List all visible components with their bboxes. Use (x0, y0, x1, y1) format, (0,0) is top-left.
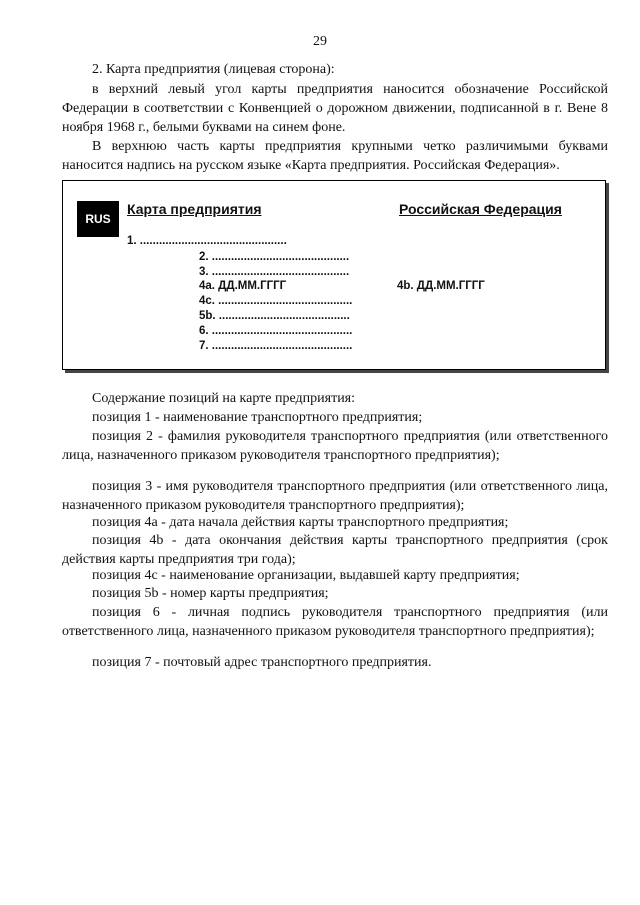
card-field-4b: 4b. ДД.ММ.ГГГГ (397, 280, 485, 292)
card-field-2: 2. ........................................... (199, 251, 350, 263)
position-6: позиция 6 - личная подпись руководителя транспортного предприятия (или ответственного лица, назначенного приказом руководителя транспортного предприятия); (62, 605, 608, 639)
position-4b: позиция 4b - дата окончания действия карты транспортного предприятия (срок действия карты предприятия три года); (62, 533, 608, 567)
section-heading: 2. Карта предприятия (лицевая сторона): (92, 62, 335, 77)
position-5b: позиция 5b - номер карты предприятия; (92, 586, 329, 601)
enterprise-card-sample (62, 180, 606, 370)
card-field-6: 6. ............................................ (199, 325, 353, 337)
position-4c: позиция 4c - наименование организации, выдавшей карту предприятия; (92, 568, 520, 583)
intro-paragraph-2: В верхнюю часть карты предприятия крупными четко различимыми буквами наносится надпись на русском языке «Карта предприятия. Российская Федерация». (62, 139, 608, 173)
rus-badge: RUS (77, 201, 119, 237)
page-number: 29 (313, 34, 327, 49)
card-field-4c: 4c. .......................................... (199, 295, 353, 307)
card-field-3: 3. ........................................... (199, 266, 350, 278)
position-7: позиция 7 - почтовый адрес транспортного предприятия. (92, 655, 432, 670)
card-title-right: Российская Федерация (399, 201, 562, 217)
position-3: позиция 3 - имя руководителя транспортного предприятия (или ответственного лица, назначенного приказом руководителя транспортного предприятия); (62, 479, 608, 513)
intro-paragraph-1: в верхний левый угол карты предприятия наносится обозначение Российской Федерации в соответствии с Конвенцией о дорожном движении, подписанной в г. Вене 8 ноября 1968 г., белыми буквами на синем фоне. (62, 82, 608, 135)
position-1: позиция 1 - наименование транспортного предприятия; (92, 410, 423, 425)
position-2: позиция 2 - фамилия руководителя транспортного предприятия (или ответственного лица, назначенного приказом руководителя транспортного предприятия); (62, 429, 608, 463)
position-4a: позиция 4a - дата начала действия карты транспортного предприятия; (92, 515, 509, 530)
card-field-7: 7. ............................................ (199, 340, 353, 352)
card-title-left: Карта предприятия (127, 201, 262, 217)
content-heading: Содержание позиций на карте предприятия: (92, 391, 356, 406)
card-field-5b: 5b. ......................................... (199, 310, 350, 322)
card-field-1: 1. .............................................. (127, 235, 287, 247)
card-field-4a: 4a. ДД.ММ.ГГГГ (199, 280, 287, 292)
